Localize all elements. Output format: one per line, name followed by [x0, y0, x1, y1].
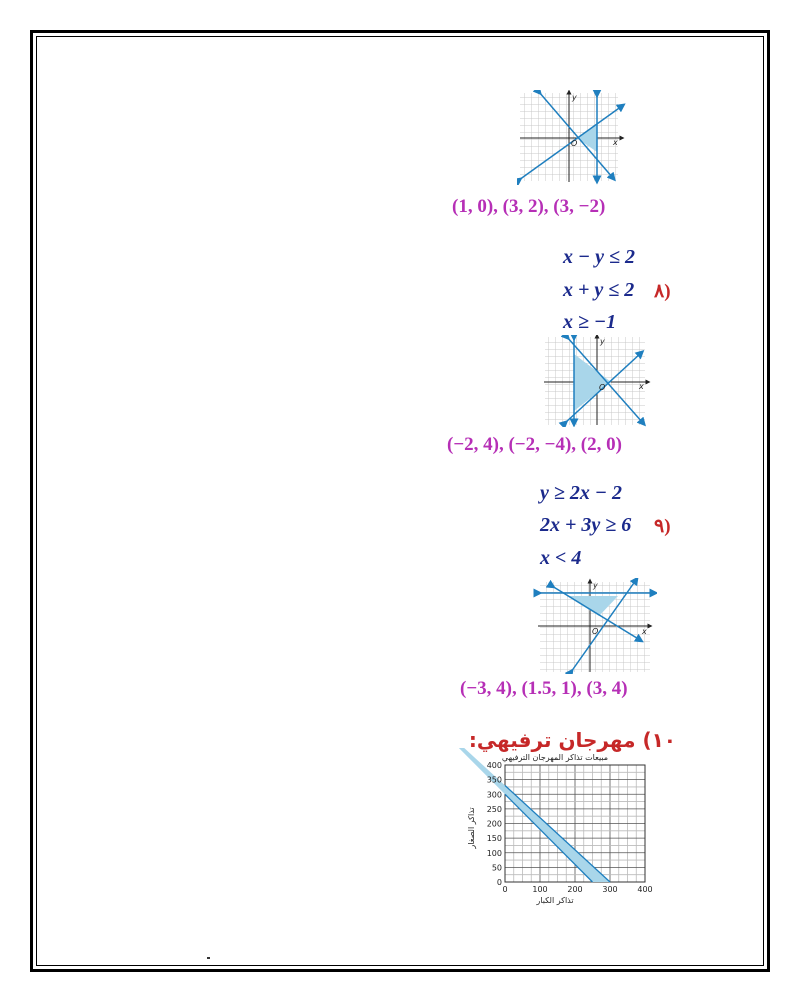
- problem9-number: ٩): [654, 516, 671, 537]
- problem8-inequality-3: x ≥ −1: [563, 311, 617, 333]
- problem10-chart: [455, 748, 660, 908]
- chart-y-axis-label: تذاكر الصغار: [467, 807, 476, 849]
- y-tick-label: 350: [486, 775, 502, 785]
- chart-y-ticks: [487, 761, 502, 887]
- y-axis-label: y: [572, 93, 577, 102]
- y-tick-label: 250: [486, 804, 502, 814]
- y-tick-label: 200: [486, 819, 502, 829]
- footer-mark: [207, 957, 210, 959]
- problem8-inequality-2: x + y ≤ 2: [563, 279, 635, 301]
- problem8-number: ٨): [654, 281, 671, 302]
- problem10-number: ١٠): [642, 728, 676, 752]
- x-tick-label: 300: [602, 885, 618, 894]
- origin-label: O: [599, 383, 606, 392]
- x-tick-label: 100: [532, 885, 548, 894]
- y-tick-label: 300: [486, 790, 502, 800]
- problem8-inequality-1: x − y ≤ 2: [563, 246, 635, 268]
- problem7-graph: [517, 90, 627, 185]
- chart-x-ticks: [502, 885, 652, 894]
- x-tick-label: 0: [502, 885, 508, 894]
- y-axis-label: y: [600, 337, 605, 346]
- problem9-inequality-1: y ≥ 2x − 2: [540, 482, 622, 504]
- x-tick-label: 200: [567, 885, 583, 894]
- chart-x-axis-label: تذاكر الكبار: [536, 896, 574, 905]
- y-tick-label: 400: [486, 761, 502, 770]
- problem9-graph: [532, 578, 657, 674]
- y-axis-label: y: [593, 581, 598, 590]
- problem8-graph: [541, 335, 651, 427]
- origin-label: O: [571, 139, 578, 148]
- problem10-title: مهرجان ترفيهي:: [468, 728, 636, 752]
- origin-label: O: [592, 627, 599, 636]
- chart-title: مبيعات تذاكر المهرجان الترفيهي: [501, 753, 609, 762]
- y-tick-label: 50: [491, 863, 502, 873]
- chart-shaded-region: [455, 748, 610, 882]
- problem7-answer: (1, 0), (3, 2), (3, −2): [452, 196, 606, 217]
- y-tick-label: 100: [486, 848, 502, 858]
- x-tick-label: 400: [637, 885, 653, 894]
- x-axis-label: x: [613, 138, 618, 147]
- problem9-inequality-3: x < 4: [540, 547, 582, 569]
- problem8-answer: (−2, 4), (−2, −4), (2, 0): [447, 434, 622, 455]
- y-tick-label: 150: [486, 834, 502, 844]
- y-tick-label: 0: [496, 878, 502, 887]
- problem9-inequality-2: 2x + 3y ≥ 6: [540, 514, 632, 536]
- problem9-answer: (−3, 4), (1.5, 1), (3, 4): [460, 678, 628, 699]
- x-axis-label: x: [642, 627, 647, 636]
- x-axis-label: x: [639, 382, 644, 391]
